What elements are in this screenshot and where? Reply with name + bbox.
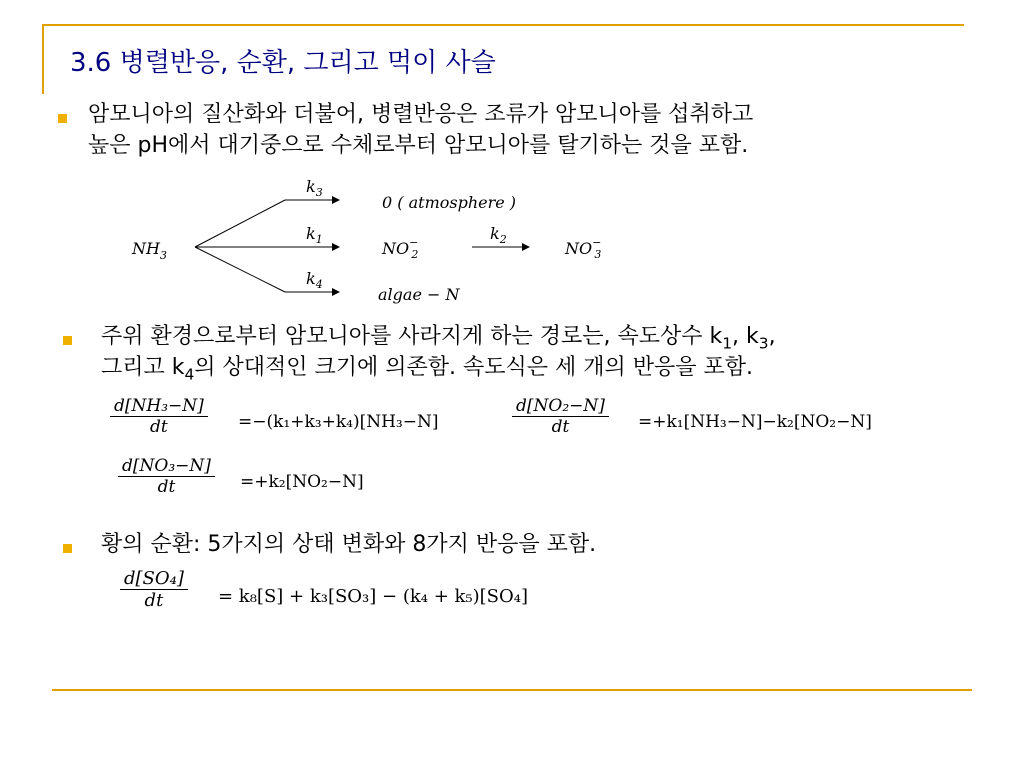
rate-k1: $k_1$ [306,224,323,246]
eq3-rhs: =+k₂[NO₂−N] [240,472,364,492]
eq1-rhs: =−(k₁+k₃+k₄)[NH₃−N] [238,412,439,432]
top-rule [42,24,964,26]
product-no2: NO− 2 [382,236,419,261]
bullet2-text-b: , k [732,324,759,349]
bullet2-text-a: 주위 환경으로부터 암모니아를 사라지게 하는 경로는, 속도상수 k [101,324,723,349]
bullet1-line1: 암모니아의 질산화와 더불어, 병렬반응은 조류가 암모니아를 섭취하고 [88,102,754,127]
eq2-rhs: =+k₁[NH₃−N]−k₂[NO₂−N] [638,412,872,432]
rate-k3: $k_3$ [306,177,323,199]
bullet2-text-e: 의 상대적인 크기에 의존함. 속도식은 세 개의 반응을 포함. [194,355,754,380]
reaction-diagram [120,172,640,312]
eq2-fraction [512,396,609,437]
bullet-marker-3 [63,544,72,553]
subscript-4: 4 [184,365,195,384]
bullet2-text-c: , [768,324,776,349]
bottom-rule [52,689,972,691]
rate-k2: $k_2$ [490,224,507,246]
eq1-fraction [110,396,208,437]
eq3-fraction [118,456,215,497]
eq3-numerator: d[NO₃−N] [118,456,215,477]
bullet2-text-d: 그리고 k [101,355,185,380]
reactant-nh3: $NH_3$ [132,239,167,262]
eq4-fraction [120,568,188,611]
product-algae: algae − N [378,285,460,304]
subscript-1: 1 [722,334,733,353]
eq4-rhs: = k₈[S] + k₃[SO₃] − (k₄ + k₅)[SO₄] [218,586,528,607]
bullet2-line2 [101,353,753,389]
eq1-numerator: d[NH₃−N] [110,396,208,417]
bullet-marker-1 [58,114,67,123]
rate-k4: $k_4$ [306,269,323,291]
left-rule [42,24,44,94]
slide-title: 3.6 병렬반응, 순환, 그리고 먹이 사슬 [70,48,496,78]
bullet1-line2: 높은 pH에서 대기중으로 수체로부터 암모니아를 탈기하는 것을 포함. [88,133,749,158]
eq2-numerator: d[NO₂−N] [512,396,609,417]
subscript-3: 3 [758,334,769,353]
eq3-denominator: dt [157,477,176,497]
eq4-numerator: d[SO₄] [120,568,188,590]
eq2-denominator: dt [551,417,570,437]
bullet-marker-2 [63,336,72,345]
product-no3: NO− 3 [565,236,602,261]
eq1-denominator: dt [150,417,168,437]
eq4-denominator: dt [144,590,164,611]
bullet3-text: 황의 순환: 5가지의 상태 변화와 8가지 반응을 포함. [101,532,597,557]
product-atmosphere: 0 ( atmosphere ) [382,193,517,212]
